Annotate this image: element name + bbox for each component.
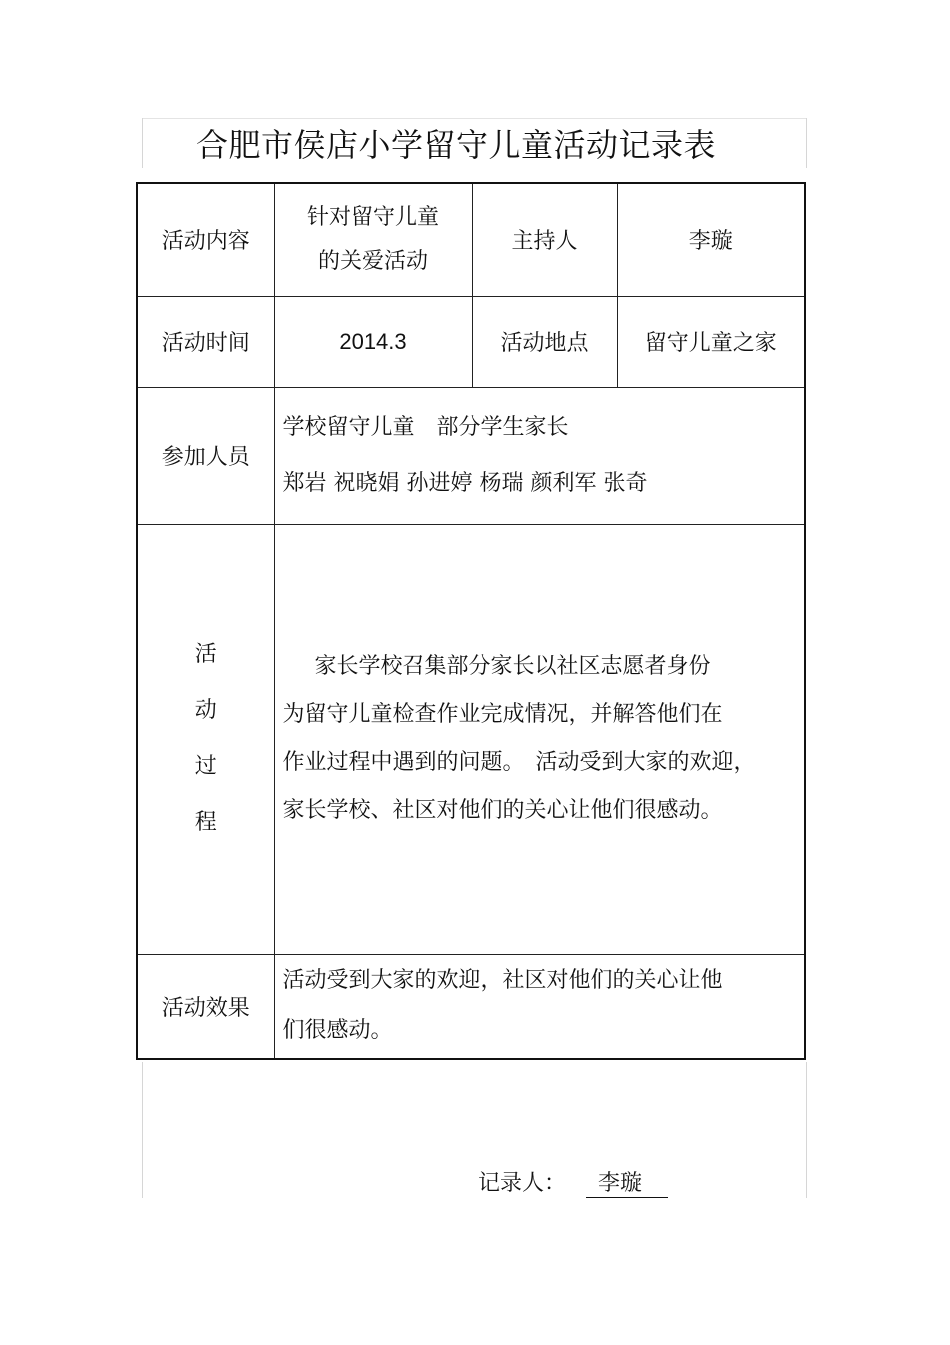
frame-left-line-top [142, 118, 143, 168]
row-content [137, 183, 805, 296]
process-value [274, 524, 805, 954]
row-effect [137, 954, 805, 1059]
place-label: 活动地点 [472, 296, 617, 387]
frame-right-line-top [806, 118, 807, 168]
recorder [478, 1166, 668, 1198]
participants-value [274, 387, 805, 524]
process-label [137, 524, 274, 954]
process-label-char: 动 [194, 698, 217, 723]
content-value-line2: 的关爱活动 [317, 248, 428, 274]
content-value [274, 183, 472, 296]
effect-value [274, 954, 805, 1059]
process-line3: 作业过程中遇到的问题。 活动受到大家的欢迎， [282, 750, 756, 775]
effect-label: 活动效果 [137, 954, 274, 1059]
process-line4: 家长学校、社区对他们的关心让他们很感动。 [282, 798, 723, 823]
row-participants [137, 387, 805, 524]
recorder-label: 记录人： [478, 1171, 567, 1196]
process-label-char: 活 [194, 642, 217, 667]
frame-left-line-bottom [142, 1062, 143, 1198]
effect-line2: 们很感动。 [282, 1018, 393, 1044]
row-time [137, 296, 805, 387]
recorder-name: 李璇 [586, 1166, 668, 1198]
process-label-char: 程 [194, 810, 217, 835]
participants-line2: 郑岩 祝晓娟 孙进婷 杨瑞 颜利军 张奇 [282, 470, 648, 496]
place-value: 留守儿童之家 [617, 296, 805, 387]
host-label: 主持人 [472, 183, 617, 296]
effect-line1: 活动受到大家的欢迎，社区对他们的关心让他 [282, 968, 723, 994]
content-label: 活动内容 [137, 183, 274, 296]
process-line2: 为留守儿童检查作业完成情况，并解答他们在 [282, 702, 723, 727]
content-value-line1: 针对留守儿童 [306, 204, 439, 230]
row-process [137, 524, 805, 954]
record-table [136, 182, 806, 1060]
process-label-char: 过 [194, 754, 217, 779]
frame-top-line [142, 118, 807, 119]
process-line1: 家长学校召集部分家长以社区志愿者身份 [314, 654, 711, 679]
participants-label: 参加人员 [137, 387, 274, 524]
frame-right-line-bottom [806, 1062, 807, 1198]
page-title: 合肥市侯店小学留守儿童活动记录表 [196, 126, 717, 164]
participants-line1: 学校留守儿童 部分学生家长 [282, 414, 569, 440]
host-value: 李璇 [617, 183, 805, 296]
time-label: 活动时间 [137, 296, 274, 387]
time-value: 2014.3 [274, 296, 472, 387]
